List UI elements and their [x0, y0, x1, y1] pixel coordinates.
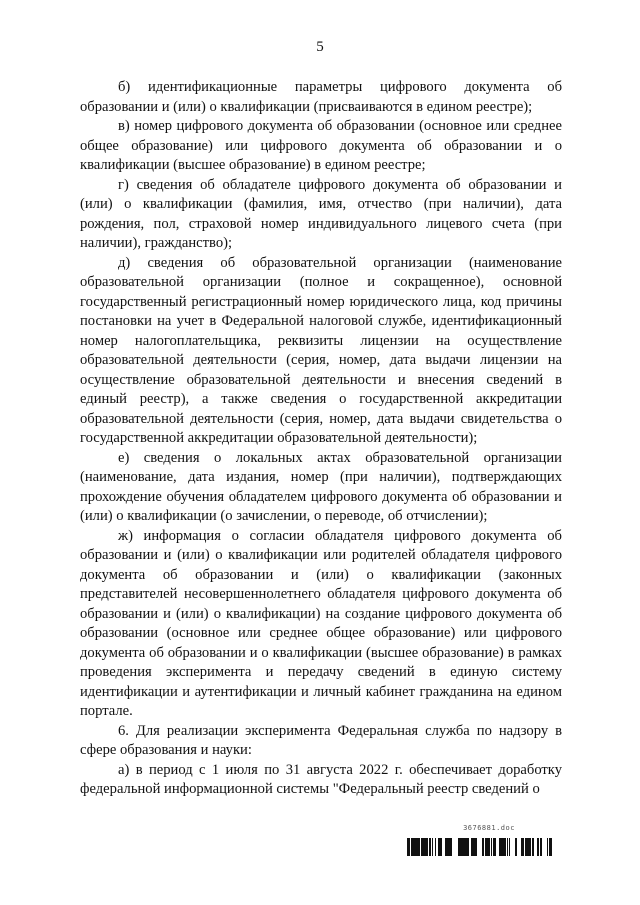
paragraph-d: д) сведения об образовательной организации (наименование образовательной организации (полное и сокращенное), основной государственный регистрационный номер юридического лица, код причины постановки на учет в Федеральной налоговой службе, идентификационный номер налогоплательщика, реквизиты лицензии на осуществление образовательной деятельности (серия, номер, дата выдачи лицензии на осуществление образовательной деятельности и внесения сведений в единый реестр), а также сведения о государственной аккредитации образовательной деятельности (серия, номер, дата выдачи свидетельства о государственной аккредитации образовательной деятельности);: [80, 254, 562, 446]
document-body: [80, 78, 562, 800]
barcode-code: 3676881.doc: [463, 824, 515, 832]
paragraph-b: б) идентификационные параметры цифрового документа об образовании и (или) о квалификации (присваиваются в едином реестре);: [80, 79, 562, 115]
barcode-image: [407, 838, 552, 856]
page-number: 5: [316, 39, 324, 55]
paragraph-zh: ж) информация о согласии обладателя цифрового документа об образовании и (или) о квалификации или родителей обладателя цифрового документа об образовании и (или) о квалификации (законных представителей несовершеннолетнего обладателя цифрового документа об образовании и (или) о квалификации) на создание цифрового документа об образовании (основное или среднее общее образование) или цифрового документа об образовании и о квалификации (высшее образование) в рамках проведения эксперимента и передачу сведений в единую систему идентификации и аутентификации и личный кабинет гражданина на едином портале.: [80, 527, 562, 719]
paragraph-6: 6. Для реализации эксперимента Федеральная служба по надзору в сфере образования и науки:: [80, 722, 562, 758]
paragraph-v: в) номер цифрового документа об образовании (основное или среднее общее образование) или цифрового документа об образовании и о квалификации (высшее образование) в едином реестре;: [80, 118, 562, 173]
paragraph-e: е) сведения о локальных актах образовательной организации (наименование, дата издания, номер (при наличии), подтверждающих прохождение обучения обладателем цифрового документа об образовании и (или) о квалификации (о зачислении, о переводе, об отчислении);: [80, 449, 562, 524]
paragraph-g: г) сведения об обладателе цифрового документа об образовании и (или) о квалификации (фамилия, имя, отчество (при наличии), дата рождения, пол, страховой номер индивидуального лицевого счета (при наличии), гражданство);: [80, 176, 562, 251]
paragraph-6a: а) в период с 1 июля по 31 августа 2022 г. обеспечивает доработку федеральной информационной системы "Федеральный реестр сведений о: [80, 761, 562, 797]
